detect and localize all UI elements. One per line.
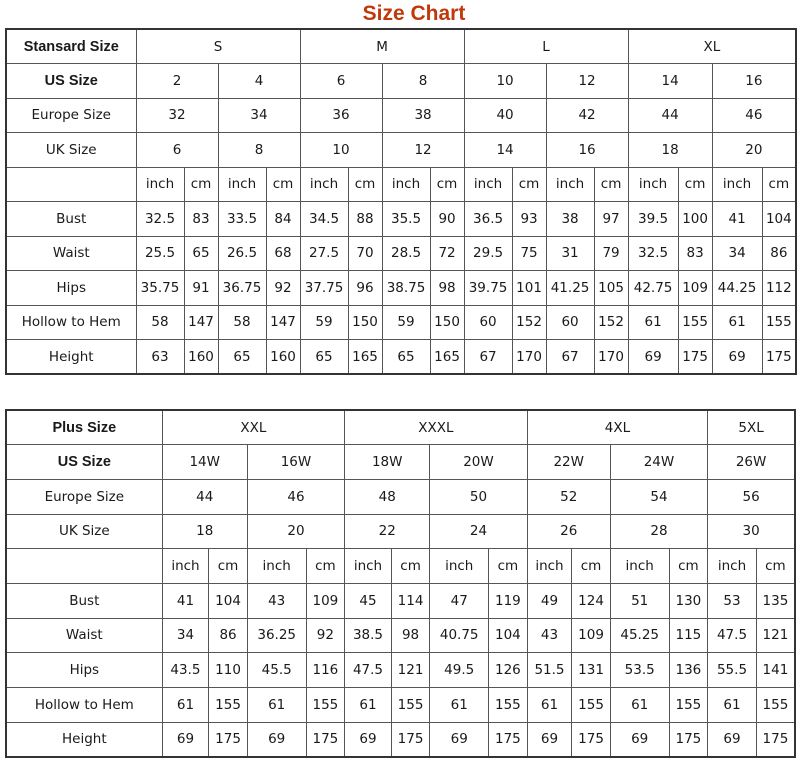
unit-cm-cell: cm bbox=[430, 167, 464, 202]
measurement-cell: 121 bbox=[756, 618, 795, 653]
us-size-cell: 6 bbox=[300, 64, 382, 99]
measurement-cell: 98 bbox=[391, 618, 430, 653]
measurement-cell: 65 bbox=[184, 236, 218, 271]
measurement-row bbox=[6, 653, 795, 688]
unit-inch-cell: inch bbox=[628, 167, 678, 202]
unit-cm-cell: cm bbox=[762, 167, 796, 202]
unit-cm-cell: cm bbox=[572, 549, 611, 584]
measurement-cell: 175 bbox=[306, 722, 345, 757]
row-label: US Size bbox=[6, 445, 162, 480]
size-header-cell: 4XL bbox=[527, 410, 708, 445]
measurement-cell: 83 bbox=[678, 236, 712, 271]
measurement-cell: 29.5 bbox=[464, 236, 512, 271]
measurement-cell: 33.5 bbox=[218, 202, 266, 237]
row-label bbox=[6, 549, 162, 584]
row-label: Hollow to Hem bbox=[6, 305, 136, 340]
us-size-cell: 2 bbox=[136, 64, 218, 99]
size-header-cell: 5XL bbox=[708, 410, 795, 445]
uk-size-cell: 10 bbox=[300, 133, 382, 168]
row-label: Hollow to Hem bbox=[6, 688, 162, 723]
measurement-cell: 101 bbox=[512, 271, 546, 306]
measurement-cell: 49 bbox=[527, 583, 572, 618]
measurement-row bbox=[6, 722, 795, 757]
eu-size-cell: 38 bbox=[382, 98, 464, 133]
measurement-cell: 97 bbox=[594, 202, 628, 237]
measurement-cell: 34 bbox=[712, 236, 762, 271]
measurement-cell: 116 bbox=[306, 653, 345, 688]
unit-cm-cell: cm bbox=[306, 549, 345, 584]
measurement-cell: 68 bbox=[266, 236, 300, 271]
uk-size-cell: 20 bbox=[247, 514, 344, 549]
row-label bbox=[6, 167, 136, 202]
unit-inch-cell: inch bbox=[345, 549, 392, 584]
measurement-cell: 63 bbox=[136, 340, 184, 375]
measurement-cell: 119 bbox=[489, 583, 528, 618]
measurement-cell: 49.5 bbox=[430, 653, 489, 688]
unit-inch-cell: inch bbox=[300, 167, 348, 202]
row-label: Europe Size bbox=[6, 98, 136, 133]
size-header-cell: M bbox=[300, 29, 464, 64]
row-label: Bust bbox=[6, 583, 162, 618]
measurement-cell: 60 bbox=[464, 305, 512, 340]
measurement-cell: 75 bbox=[512, 236, 546, 271]
eu-size-cell: 42 bbox=[546, 98, 628, 133]
measurement-cell: 126 bbox=[489, 653, 528, 688]
measurement-row bbox=[6, 340, 796, 375]
measurement-cell: 26.5 bbox=[218, 236, 266, 271]
us-size-cell: 16 bbox=[712, 64, 796, 99]
measurement-cell: 155 bbox=[756, 688, 795, 723]
unit-cm-cell: cm bbox=[348, 167, 382, 202]
measurement-cell: 45 bbox=[345, 583, 392, 618]
row-label: Bust bbox=[6, 202, 136, 237]
unit-inch-cell: inch bbox=[527, 549, 572, 584]
us-size-cell: 22W bbox=[527, 445, 610, 480]
measurement-cell: 150 bbox=[430, 305, 464, 340]
measurement-cell: 47.5 bbox=[345, 653, 392, 688]
measurement-cell: 72 bbox=[430, 236, 464, 271]
eu-size-cell: 56 bbox=[708, 479, 795, 514]
measurement-cell: 84 bbox=[266, 202, 300, 237]
measurement-cell: 32.5 bbox=[628, 236, 678, 271]
measurement-cell: 100 bbox=[678, 202, 712, 237]
uk-size-cell: 20 bbox=[712, 133, 796, 168]
measurement-cell: 175 bbox=[756, 722, 795, 757]
measurement-cell: 45.5 bbox=[247, 653, 306, 688]
measurement-cell: 61 bbox=[708, 688, 757, 723]
measurement-cell: 155 bbox=[762, 305, 796, 340]
unit-cm-cell: cm bbox=[209, 549, 248, 584]
measurement-cell: 150 bbox=[348, 305, 382, 340]
measurement-cell: 69 bbox=[345, 722, 392, 757]
measurement-cell: 44.25 bbox=[712, 271, 762, 306]
row-label: Stansard Size bbox=[6, 29, 136, 64]
measurement-cell: 55.5 bbox=[708, 653, 757, 688]
measurement-cell: 41 bbox=[162, 583, 209, 618]
measurement-row bbox=[6, 618, 795, 653]
measurement-cell: 155 bbox=[391, 688, 430, 723]
measurement-cell: 88 bbox=[348, 202, 382, 237]
measurement-cell: 109 bbox=[572, 618, 611, 653]
uk-size-cell: 6 bbox=[136, 133, 218, 168]
unit-cm-cell: cm bbox=[756, 549, 795, 584]
row-label: Hips bbox=[6, 653, 162, 688]
measurement-cell: 175 bbox=[209, 722, 248, 757]
measurement-cell: 93 bbox=[512, 202, 546, 237]
unit-inch-cell: inch bbox=[708, 549, 757, 584]
uk-size-cell: 24 bbox=[430, 514, 527, 549]
measurement-cell: 109 bbox=[678, 271, 712, 306]
measurement-cell: 175 bbox=[391, 722, 430, 757]
measurement-cell: 104 bbox=[209, 583, 248, 618]
measurement-cell: 69 bbox=[628, 340, 678, 375]
measurement-cell: 112 bbox=[762, 271, 796, 306]
measurement-cell: 110 bbox=[209, 653, 248, 688]
measurement-cell: 65 bbox=[300, 340, 348, 375]
row-label: Height bbox=[6, 722, 162, 757]
size-header-cell: L bbox=[464, 29, 628, 64]
measurement-cell: 32.5 bbox=[136, 202, 184, 237]
row-label: Waist bbox=[6, 236, 136, 271]
measurement-cell: 155 bbox=[209, 688, 248, 723]
measurement-row bbox=[6, 271, 796, 306]
measurement-cell: 69 bbox=[162, 722, 209, 757]
us-size-cell: 20W bbox=[430, 445, 527, 480]
unit-inch-cell: inch bbox=[247, 549, 306, 584]
measurement-cell: 25.5 bbox=[136, 236, 184, 271]
measurement-cell: 136 bbox=[669, 653, 708, 688]
measurement-cell: 147 bbox=[184, 305, 218, 340]
measurement-cell: 41 bbox=[712, 202, 762, 237]
measurement-cell: 92 bbox=[306, 618, 345, 653]
measurement-cell: 165 bbox=[430, 340, 464, 375]
us-size-cell: 18W bbox=[345, 445, 430, 480]
eu-size-cell: 50 bbox=[430, 479, 527, 514]
measurement-cell: 105 bbox=[594, 271, 628, 306]
measurement-row bbox=[6, 583, 795, 618]
unit-inch-cell: inch bbox=[218, 167, 266, 202]
unit-inch-cell: inch bbox=[464, 167, 512, 202]
eu-size-row bbox=[6, 479, 795, 514]
measurement-row bbox=[6, 236, 796, 271]
measurement-cell: 170 bbox=[512, 340, 546, 375]
measurement-cell: 109 bbox=[306, 583, 345, 618]
row-label: Height bbox=[6, 340, 136, 375]
us-size-cell: 12 bbox=[546, 64, 628, 99]
measurement-cell: 70 bbox=[348, 236, 382, 271]
measurement-cell: 47.5 bbox=[708, 618, 757, 653]
unit-row bbox=[6, 167, 796, 202]
unit-cm-cell: cm bbox=[678, 167, 712, 202]
measurement-cell: 86 bbox=[209, 618, 248, 653]
measurement-cell: 61 bbox=[712, 305, 762, 340]
measurement-row bbox=[6, 688, 795, 723]
measurement-cell: 38.75 bbox=[382, 271, 430, 306]
measurement-cell: 61 bbox=[162, 688, 209, 723]
measurement-cell: 96 bbox=[348, 271, 382, 306]
measurement-cell: 104 bbox=[762, 202, 796, 237]
row-label: Hips bbox=[6, 271, 136, 306]
unit-cm-cell: cm bbox=[391, 549, 430, 584]
us-size-cell: 24W bbox=[610, 445, 707, 480]
measurement-cell: 90 bbox=[430, 202, 464, 237]
measurement-cell: 36.5 bbox=[464, 202, 512, 237]
measurement-cell: 34 bbox=[162, 618, 209, 653]
measurement-cell: 69 bbox=[247, 722, 306, 757]
measurement-cell: 43 bbox=[247, 583, 306, 618]
unit-cm-cell: cm bbox=[512, 167, 546, 202]
measurement-cell: 155 bbox=[306, 688, 345, 723]
row-label: Europe Size bbox=[6, 479, 162, 514]
us-size-cell: 10 bbox=[464, 64, 546, 99]
page-title: Size Chart bbox=[362, 2, 466, 25]
us-size-cell: 4 bbox=[218, 64, 300, 99]
unit-inch-cell: inch bbox=[610, 549, 669, 584]
measurement-cell: 61 bbox=[527, 688, 572, 723]
measurement-cell: 147 bbox=[266, 305, 300, 340]
measurement-cell: 79 bbox=[594, 236, 628, 271]
measurement-cell: 35.5 bbox=[382, 202, 430, 237]
measurement-cell: 67 bbox=[464, 340, 512, 375]
row-label: US Size bbox=[6, 64, 136, 99]
measurement-cell: 160 bbox=[184, 340, 218, 375]
size-header-cell: S bbox=[136, 29, 300, 64]
eu-size-cell: 34 bbox=[218, 98, 300, 133]
uk-size-cell: 12 bbox=[382, 133, 464, 168]
uk-size-cell: 30 bbox=[708, 514, 795, 549]
unit-inch-cell: inch bbox=[712, 167, 762, 202]
measurement-cell: 65 bbox=[382, 340, 430, 375]
measurement-cell: 141 bbox=[756, 653, 795, 688]
measurement-cell: 131 bbox=[572, 653, 611, 688]
measurement-cell: 155 bbox=[678, 305, 712, 340]
measurement-cell: 34.5 bbox=[300, 202, 348, 237]
measurement-cell: 69 bbox=[708, 722, 757, 757]
unit-row bbox=[6, 549, 795, 584]
standard-size-table bbox=[5, 28, 797, 375]
unit-cm-cell: cm bbox=[266, 167, 300, 202]
uk-size-cell: 14 bbox=[464, 133, 546, 168]
uk-size-cell: 18 bbox=[628, 133, 712, 168]
measurement-cell: 43.5 bbox=[162, 653, 209, 688]
measurement-cell: 45.25 bbox=[610, 618, 669, 653]
measurement-cell: 59 bbox=[300, 305, 348, 340]
measurement-cell: 69 bbox=[527, 722, 572, 757]
unit-inch-cell: inch bbox=[430, 549, 489, 584]
measurement-cell: 124 bbox=[572, 583, 611, 618]
uk-size-cell: 28 bbox=[610, 514, 707, 549]
us-size-cell: 14W bbox=[162, 445, 247, 480]
unit-cm-cell: cm bbox=[669, 549, 708, 584]
eu-size-cell: 36 bbox=[300, 98, 382, 133]
size-header-cell: XL bbox=[628, 29, 796, 64]
us-size-row bbox=[6, 445, 795, 480]
measurement-cell: 27.5 bbox=[300, 236, 348, 271]
size-header-cell: XXL bbox=[162, 410, 345, 445]
measurement-cell: 91 bbox=[184, 271, 218, 306]
measurement-cell: 114 bbox=[391, 583, 430, 618]
measurement-cell: 51.5 bbox=[527, 653, 572, 688]
measurement-cell: 155 bbox=[489, 688, 528, 723]
measurement-cell: 28.5 bbox=[382, 236, 430, 271]
eu-size-row bbox=[6, 98, 796, 133]
measurement-cell: 155 bbox=[572, 688, 611, 723]
uk-size-row bbox=[6, 133, 796, 168]
eu-size-cell: 32 bbox=[136, 98, 218, 133]
measurement-cell: 37.75 bbox=[300, 271, 348, 306]
measurement-row bbox=[6, 305, 796, 340]
measurement-cell: 60 bbox=[546, 305, 594, 340]
measurement-cell: 170 bbox=[594, 340, 628, 375]
row-label: UK Size bbox=[6, 133, 136, 168]
measurement-cell: 69 bbox=[712, 340, 762, 375]
uk-size-cell: 8 bbox=[218, 133, 300, 168]
measurement-cell: 51 bbox=[610, 583, 669, 618]
measurement-cell: 115 bbox=[669, 618, 708, 653]
measurement-cell: 175 bbox=[669, 722, 708, 757]
size-header-row bbox=[6, 410, 795, 445]
uk-size-cell: 16 bbox=[546, 133, 628, 168]
unit-cm-cell: cm bbox=[184, 167, 218, 202]
us-size-cell: 14 bbox=[628, 64, 712, 99]
measurement-cell: 59 bbox=[382, 305, 430, 340]
size-header-cell: XXXL bbox=[345, 410, 528, 445]
measurement-cell: 98 bbox=[430, 271, 464, 306]
unit-inch-cell: inch bbox=[162, 549, 209, 584]
measurement-cell: 160 bbox=[266, 340, 300, 375]
measurement-cell: 61 bbox=[628, 305, 678, 340]
measurement-cell: 43 bbox=[527, 618, 572, 653]
measurement-cell: 42.75 bbox=[628, 271, 678, 306]
measurement-cell: 47 bbox=[430, 583, 489, 618]
measurement-cell: 61 bbox=[430, 688, 489, 723]
measurement-cell: 61 bbox=[610, 688, 669, 723]
us-size-cell: 8 bbox=[382, 64, 464, 99]
unit-cm-cell: cm bbox=[594, 167, 628, 202]
measurement-cell: 58 bbox=[218, 305, 266, 340]
uk-size-cell: 18 bbox=[162, 514, 247, 549]
eu-size-cell: 54 bbox=[610, 479, 707, 514]
measurement-cell: 40.75 bbox=[430, 618, 489, 653]
measurement-cell: 39.5 bbox=[628, 202, 678, 237]
measurement-cell: 86 bbox=[762, 236, 796, 271]
measurement-cell: 36.75 bbox=[218, 271, 266, 306]
eu-size-cell: 46 bbox=[712, 98, 796, 133]
measurement-cell: 39.75 bbox=[464, 271, 512, 306]
measurement-cell: 38.5 bbox=[345, 618, 392, 653]
size-header-row bbox=[6, 29, 796, 64]
measurement-cell: 41.25 bbox=[546, 271, 594, 306]
measurement-cell: 155 bbox=[669, 688, 708, 723]
row-label: Plus Size bbox=[6, 410, 162, 445]
measurement-cell: 104 bbox=[489, 618, 528, 653]
measurement-cell: 61 bbox=[247, 688, 306, 723]
measurement-cell: 135 bbox=[756, 583, 795, 618]
measurement-cell: 58 bbox=[136, 305, 184, 340]
plus-size-table bbox=[5, 409, 796, 758]
row-label: Waist bbox=[6, 618, 162, 653]
measurement-row bbox=[6, 202, 796, 237]
eu-size-cell: 52 bbox=[527, 479, 610, 514]
measurement-cell: 175 bbox=[489, 722, 528, 757]
measurement-cell: 175 bbox=[678, 340, 712, 375]
measurement-cell: 83 bbox=[184, 202, 218, 237]
measurement-cell: 165 bbox=[348, 340, 382, 375]
us-size-cell: 26W bbox=[708, 445, 795, 480]
measurement-cell: 152 bbox=[512, 305, 546, 340]
measurement-cell: 175 bbox=[762, 340, 796, 375]
eu-size-cell: 46 bbox=[247, 479, 344, 514]
measurement-cell: 35.75 bbox=[136, 271, 184, 306]
measurement-cell: 92 bbox=[266, 271, 300, 306]
measurement-cell: 31 bbox=[546, 236, 594, 271]
unit-cm-cell: cm bbox=[489, 549, 528, 584]
unit-inch-cell: inch bbox=[546, 167, 594, 202]
eu-size-cell: 48 bbox=[345, 479, 430, 514]
measurement-cell: 130 bbox=[669, 583, 708, 618]
row-label: UK Size bbox=[6, 514, 162, 549]
us-size-row bbox=[6, 64, 796, 99]
measurement-cell: 36.25 bbox=[247, 618, 306, 653]
measurement-cell: 69 bbox=[430, 722, 489, 757]
us-size-cell: 16W bbox=[247, 445, 344, 480]
unit-inch-cell: inch bbox=[136, 167, 184, 202]
eu-size-cell: 44 bbox=[162, 479, 247, 514]
measurement-cell: 152 bbox=[594, 305, 628, 340]
measurement-cell: 175 bbox=[572, 722, 611, 757]
measurement-cell: 121 bbox=[391, 653, 430, 688]
measurement-cell: 53.5 bbox=[610, 653, 669, 688]
eu-size-cell: 40 bbox=[464, 98, 546, 133]
measurement-cell: 38 bbox=[546, 202, 594, 237]
measurement-cell: 65 bbox=[218, 340, 266, 375]
uk-size-cell: 22 bbox=[345, 514, 430, 549]
measurement-cell: 69 bbox=[610, 722, 669, 757]
unit-inch-cell: inch bbox=[382, 167, 430, 202]
measurement-cell: 61 bbox=[345, 688, 392, 723]
measurement-cell: 67 bbox=[546, 340, 594, 375]
measurement-cell: 53 bbox=[708, 583, 757, 618]
uk-size-cell: 26 bbox=[527, 514, 610, 549]
eu-size-cell: 44 bbox=[628, 98, 712, 133]
uk-size-row bbox=[6, 514, 795, 549]
